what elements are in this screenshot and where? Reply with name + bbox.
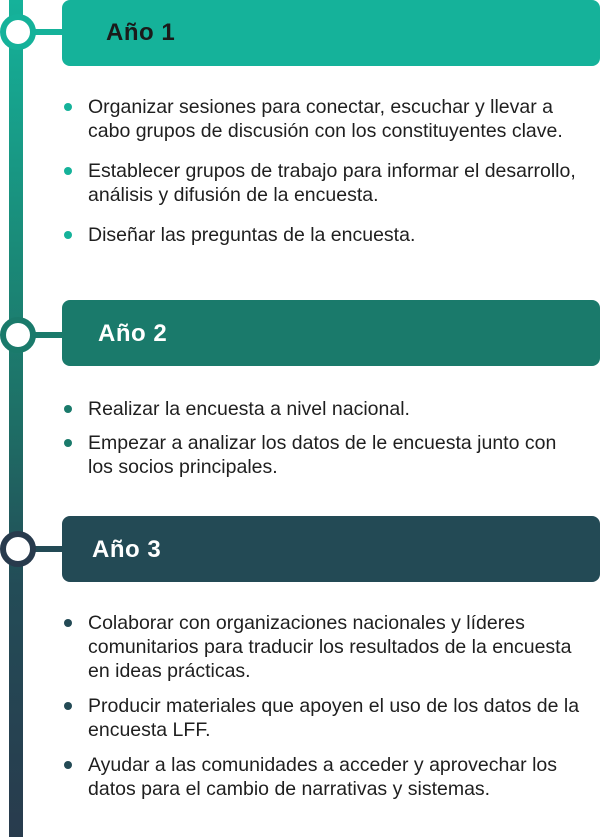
year-2-node [0,317,36,353]
list-item: Diseñar las preguntas de la encuesta. [62,223,582,247]
year-3-items [62,611,582,801]
bullet-dot [64,405,72,413]
year-1-node [0,14,36,50]
bullet-dot [64,103,72,111]
list-item: Establecer grupos de trabajo para informar el desarrollo, análisis y difusión de la encuesta. [62,159,582,207]
year-3-node [0,531,36,567]
year-2-items [62,397,582,479]
list-item: Organizar sesiones para conectar, escuchar y llevar a cabo grupos de discusión con los constituyentes clave. [62,95,582,143]
list-item: Colaborar con organizaciones nacionales y líderes comunitarios para traducir los resultados de la encuesta en ideas prácticas. [62,611,582,683]
year-1-items [62,95,582,247]
year-2-header [62,300,600,366]
year-3-connector [34,546,64,552]
year-2-title: Año 2 [98,320,168,347]
list-item: Producir materiales que apoyen el uso de los datos de la encuesta LFF. [62,694,582,742]
year-1-header [62,0,600,66]
timeline-spine [9,0,23,837]
bullet-dot [64,702,72,710]
bullet-dot [64,619,72,627]
year-1-connector [34,29,64,35]
year-1-title: Año 1 [106,19,176,46]
bullet-dot [64,231,72,239]
year-3-header [62,516,600,582]
list-item: Ayudar a las comunidades a acceder y aprovechar los datos para el cambio de narrativas y sistemas. [62,753,582,801]
list-item: Empezar a analizar los datos de le encuesta junto con los socios principales. [62,431,582,479]
list-item: Realizar la encuesta a nivel nacional. [62,397,582,421]
year-2-connector [34,332,64,338]
bullet-dot [64,761,72,769]
bullet-dot [64,439,72,447]
year-3-title: Año 3 [92,536,162,563]
bullet-dot [64,167,72,175]
